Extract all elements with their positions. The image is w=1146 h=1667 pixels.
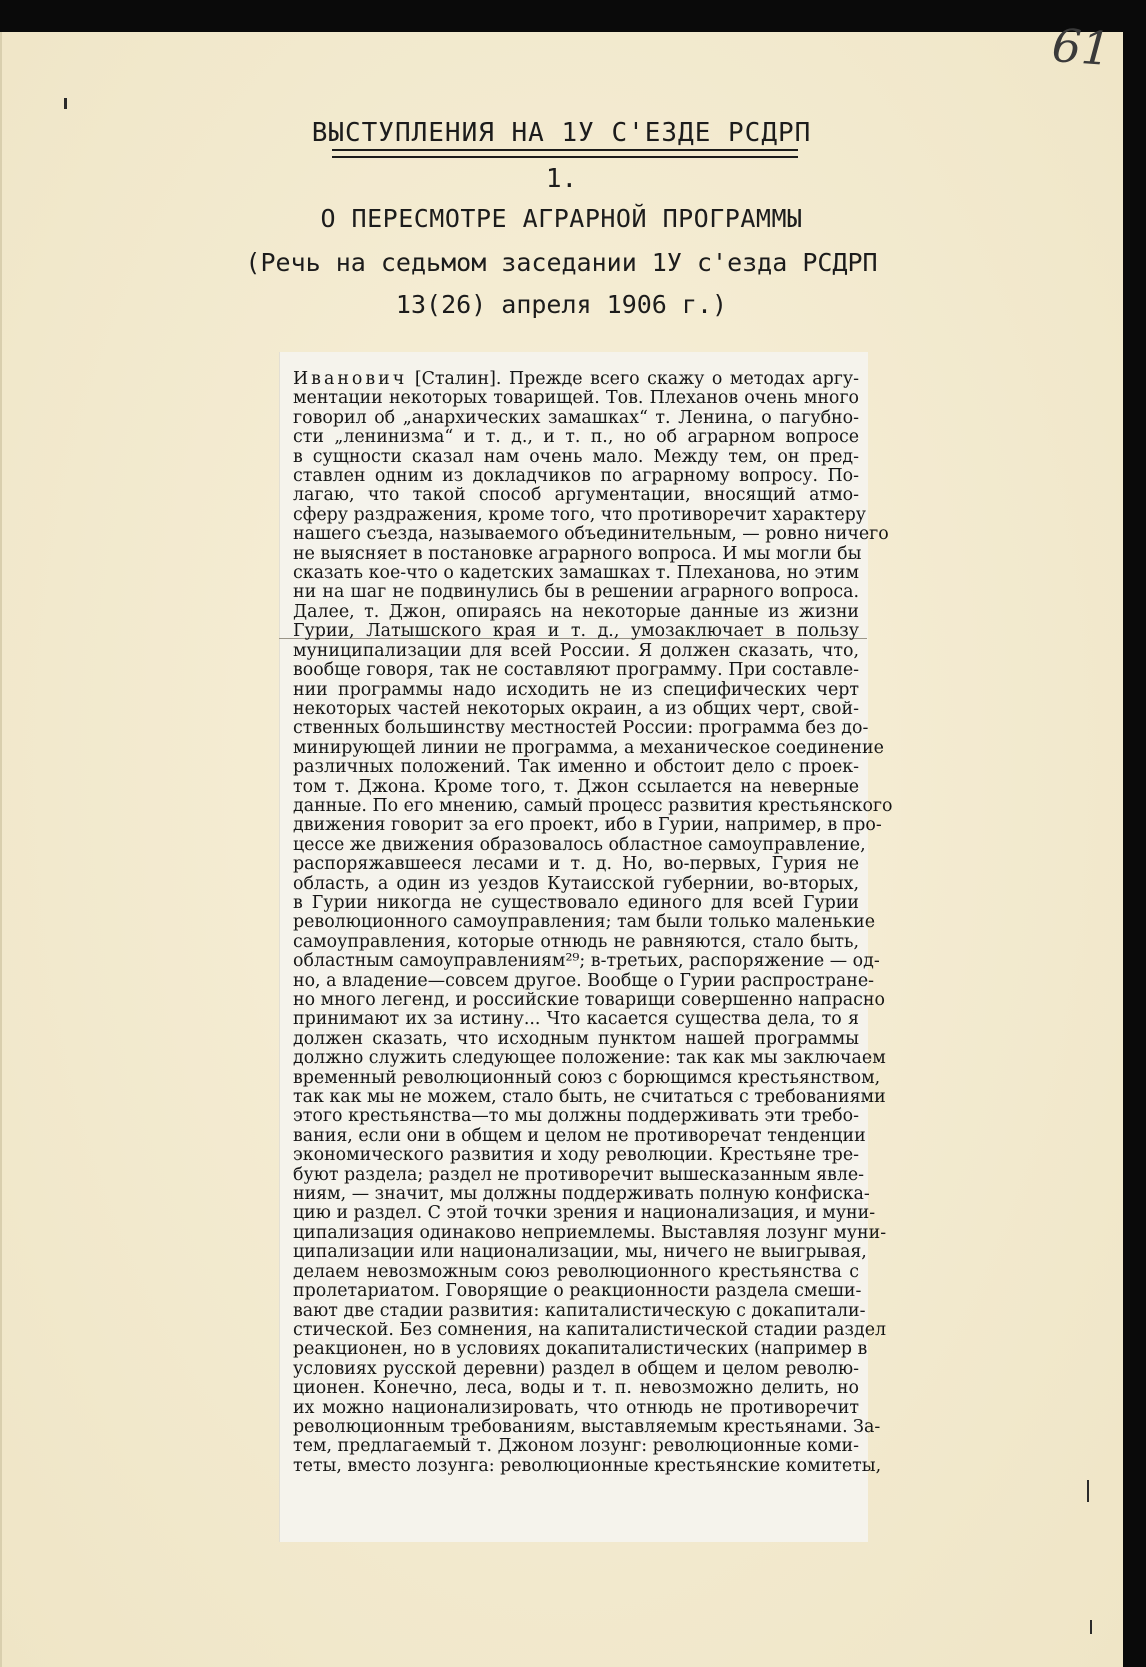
text-line: в сущности сказал нам очень мало. Между тем, он пред- — [293, 446, 859, 467]
document-heading: ВЫСТУПЛЕНИЯ НА 1У С'ЕЗДЕ РСДРП — [311, 118, 812, 148]
text-line: область, а один из уездов Кутаисской губернии, во-вторых, — [293, 873, 859, 894]
text-line: некоторых частей некоторых окраин, а из общих черт, свой- — [293, 698, 859, 719]
text-line: ционен. Конечно, леса, воды и т. п. невозможно делить, но — [293, 1378, 859, 1399]
text-line: нашего съезда, называемого объединительным, — ровно ничего — [293, 524, 889, 545]
text-line: делаем невозможным союз революционного крестьянства с — [293, 1261, 859, 1282]
text-line: распоряжавшееся лесами и т. д. Но, во-первых, Гурия не — [293, 854, 859, 875]
page-number: 61 — [1050, 18, 1113, 76]
text-line: ственных большинству местностей России: программа без до- — [293, 718, 869, 739]
text-line: Далее, т. Джон, опираясь на некоторые данные из жизни — [293, 601, 859, 622]
text-line: сти „ленинизма“ и т. д., и т. п., но об аграрном вопросе — [293, 427, 859, 448]
section-number: 1. — [545, 164, 578, 194]
text-line: стической. Без сомнения, на капиталистической стадии раздел — [293, 1319, 887, 1340]
text-line: буют раздела; раздел не противоречит вышесказанным явле- — [293, 1164, 865, 1185]
text-line: вообще говоря, так не составляют программу. При составле- — [293, 660, 859, 681]
text-line: муниципализации для всей России. Я должен сказать, что, — [293, 640, 859, 661]
text-line: Гурии, Латышского края и т. д., умозаключает в пользу — [293, 621, 859, 642]
section-title: О ПЕРЕСМОТРЕ АГРАРНОЙ ПРОГРАММЫ — [320, 204, 803, 233]
text-line: реакционен, но в условиях докапиталистических (например в — [293, 1339, 868, 1360]
text-line: ниям, — значит, мы должны поддерживать полную конфиска- — [293, 1184, 870, 1205]
text-line: минирующей линии не программа, а механическое соединение — [293, 737, 884, 758]
text-line: ни на шаг не подвинулись бы в решении аграрного вопроса. — [293, 582, 859, 603]
text-line: не выясняет в постановке аграрного вопроса. И мы могли бы — [293, 543, 862, 564]
text-line: революционным требованиям, выставляемым крестьянами. За- — [293, 1416, 881, 1437]
speech-date: 13(26) апреля 1906 г.) — [395, 290, 728, 319]
margin-mark — [64, 98, 67, 109]
speaker-name: Иванович — [293, 369, 408, 389]
text-line: их можно национализировать, что отнюдь не противоречит — [293, 1397, 859, 1418]
text-line: сферу раздражения, кроме того, что противоречит характеру — [293, 504, 867, 525]
text-line: том т. Джона. Кроме того, т. Джон ссылается на неверные — [293, 776, 859, 797]
text-line: говорил об „анархических замашках“ т. Ленина, о пагубно- — [293, 407, 859, 428]
margin-mark — [1090, 1620, 1092, 1634]
text-line: должен сказать, что исходным пунктом нашей программы — [293, 1028, 859, 1049]
text-line: так как мы не можем, стало быть, не считаться с требованиями — [293, 1087, 886, 1108]
speech-text — [293, 369, 893, 1476]
text-line: нии программы надо исходить не из специфических черт — [293, 679, 859, 700]
text-line: условиях русской деревни) раздел в общем и целом револю- — [293, 1358, 859, 1379]
text-line: принимают их за истину... Что касается существа дела, то я — [293, 1009, 859, 1030]
text-line: различных положений. Так именно и обстоит дело с проек- — [293, 757, 859, 778]
text-line: цессе же движения образовалось областное самоуправление, — [293, 834, 866, 855]
text-line: ципализация одинаково неприемлемы. Выставляя лозунг муни- — [293, 1222, 887, 1243]
text-line: Иванович [Сталин]. Прежде всего скажу о методах аргу- — [293, 369, 859, 389]
text-line: экономического развития и ходу революции. Крестьяне тре- — [293, 1145, 859, 1166]
text-line: теты, вместо лозунга: революционные крестьянские комитеты, — [293, 1455, 882, 1476]
text-line: вают две стадии развития: капиталистическую с докапитали- — [293, 1300, 866, 1321]
text-line: но, а владение—совсем другое. Вообще о Гурии распростране- — [293, 970, 874, 991]
text-line: самоуправления, которые отнюдь не равняются, стало быть, — [293, 931, 859, 952]
text-line: сказать кое-что о кадетских замашках т. Плеханова, но этим — [293, 563, 859, 584]
text-line: лагаю, что такой способ аргументации, вносящий атмо- — [293, 485, 859, 506]
text-line: временный революционный союз с борющимся крестьянством, — [293, 1067, 881, 1088]
text-line: тем, предлагаемый т. Джоном лозунг: революционные коми- — [293, 1436, 859, 1457]
text-line: ставлен одним из докладчиков по аграрному вопросу. По- — [293, 466, 859, 487]
text-line: революционного самоуправления; там были только маленькие — [293, 912, 876, 933]
margin-mark — [1087, 1480, 1089, 1502]
speech-note: (Речь на седьмом заседании 1У с'езда РСДРП — [245, 248, 878, 277]
text-line: в Гурии никогда не существовало единого для всей Гурии — [293, 892, 859, 913]
text-line: ментации некоторых товарищей. Тов. Плеханов очень много — [293, 388, 859, 409]
heading-underline — [332, 156, 798, 158]
text-line: областным самоуправлениям²⁹; в-третьих, распоряжение — од- — [293, 951, 880, 972]
text-line: пролетариатом. Говорящие о реакционности раздела смеши- — [293, 1281, 862, 1302]
text-line: движения говорит за его проект, ибо в Гурии, например, в про- — [293, 815, 882, 836]
heading-underline — [332, 149, 798, 151]
text-line: вания, если они в общем и целом не противоречат тенденции — [293, 1125, 866, 1146]
text-line: должно служить следующее положение: так как мы заключаем — [293, 1048, 886, 1069]
text-line: данные. По его мнению, самый процесс развития крестьянского — [293, 795, 893, 816]
text-line: ципализации или национализации, мы, ничего не выигрывая, — [293, 1242, 867, 1263]
text-line: этого крестьянства—то мы должны поддерживать эти требо- — [293, 1106, 859, 1127]
text-line: но много легенд, и российские товарищи совершенно напрасно — [293, 990, 885, 1010]
text-line: цию и раздел. С этой точки зрения и национализация, и муни- — [293, 1203, 876, 1224]
